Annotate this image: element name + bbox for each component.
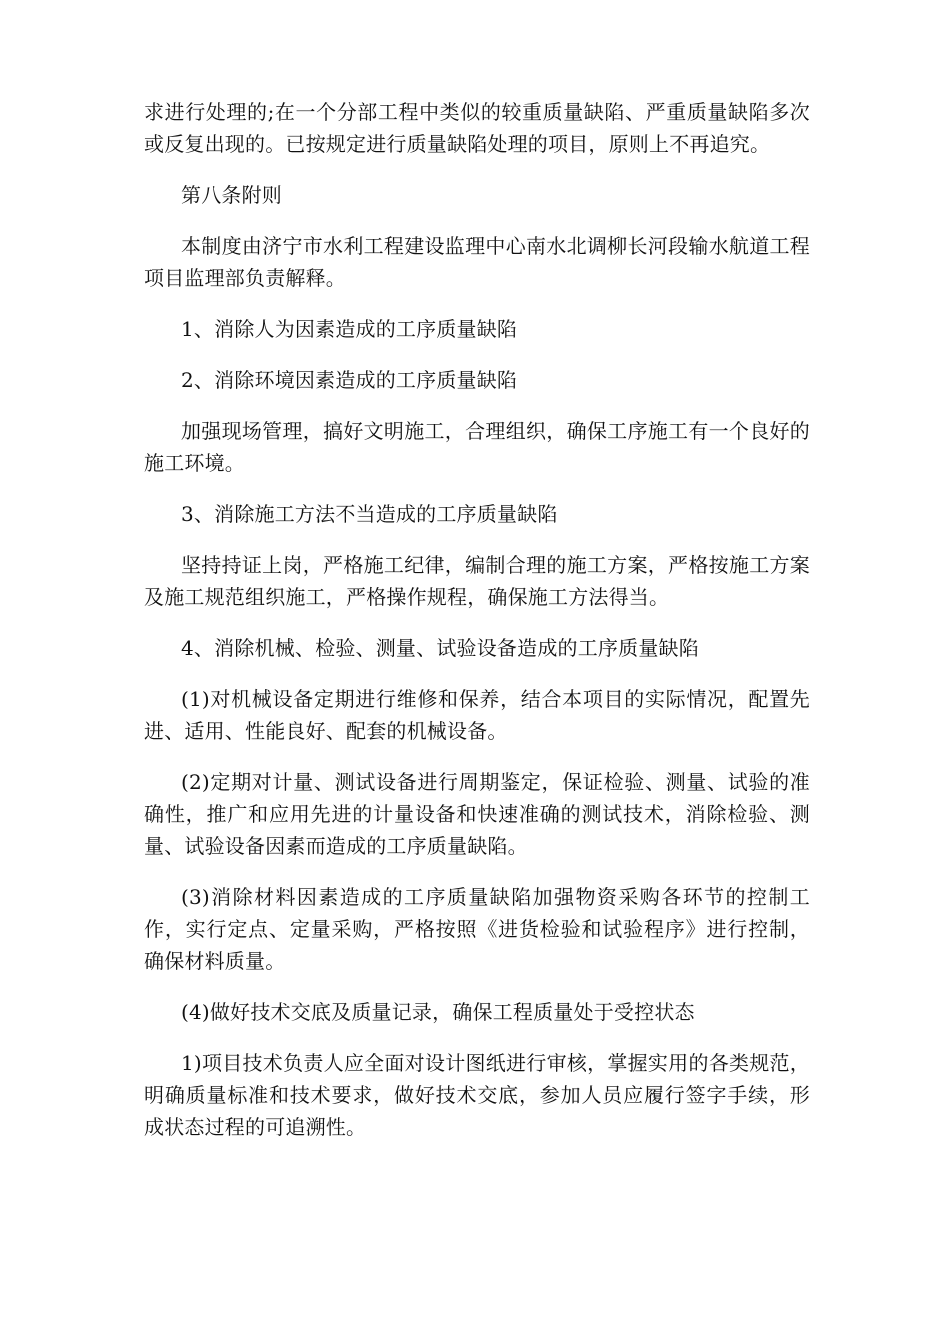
list-item: (3)消除材料因素造成的工序质量缺陷加强物资采购各环节的控制工作，实行定点、定量采购，严格按照《进货检验和试验程序》进行控制，确保材料质量。 (144, 885, 810, 973)
section-heading: 4、消除机械、检验、测量、试验设备造成的工序质量缺陷 (181, 636, 699, 660)
article-heading: 第八条附则 (181, 183, 282, 207)
paragraph: 坚持持证上岗，严格施工纪律，编制合理的施工方案，严格按施工方案及施工规范组织施工，严格操作规程，确保施工方法得当。 (144, 553, 810, 609)
paragraph: 加强现场管理，搞好文明施工，合理组织，确保工序施工有一个良好的施工环境。 (144, 419, 810, 475)
section-heading: 2、消除环境因素造成的工序质量缺陷 (181, 368, 518, 392)
list-item: 1)项目技术负责人应全面对设计图纸进行审核，掌握实用的各类规范，明确质量标准和技术要求，做好技术交底，参加人员应履行签字手续，形成状态过程的可追溯性。 (144, 1051, 810, 1139)
list-item: (2)定期对计量、测试设备进行周期鉴定，保证检验、测量、试验的准确性，推广和应用先进的计量设备和快速准确的测试技术，消除检验、测量、试验设备因素而造成的工序质量缺陷。 (144, 770, 810, 858)
paragraph-continuation: 求进行处理的;在一个分部工程中类似的较重质量缺陷、严重质量缺陷多次或反复出现的。已按规定进行质量缺陷处理的项目，原则上不再追究。 (144, 100, 810, 156)
paragraph: 本制度由济宁市水利工程建设监理中心南水北调柳长河段输水航道工程项目监理部负责解释。 (144, 234, 810, 290)
list-item: (4)做好技术交底及质量记录，确保工程质量处于受控状态 (181, 1000, 695, 1024)
section-heading: 1、消除人为因素造成的工序质量缺陷 (181, 317, 518, 341)
document-body (144, 96, 810, 1162)
list-item: (1)对机械设备定期进行维修和保养，结合本项目的实际情况，配置先进、适用、性能良好、配套的机械设备。 (144, 687, 810, 743)
section-heading: 3、消除施工方法不当造成的工序质量缺陷 (181, 502, 558, 526)
